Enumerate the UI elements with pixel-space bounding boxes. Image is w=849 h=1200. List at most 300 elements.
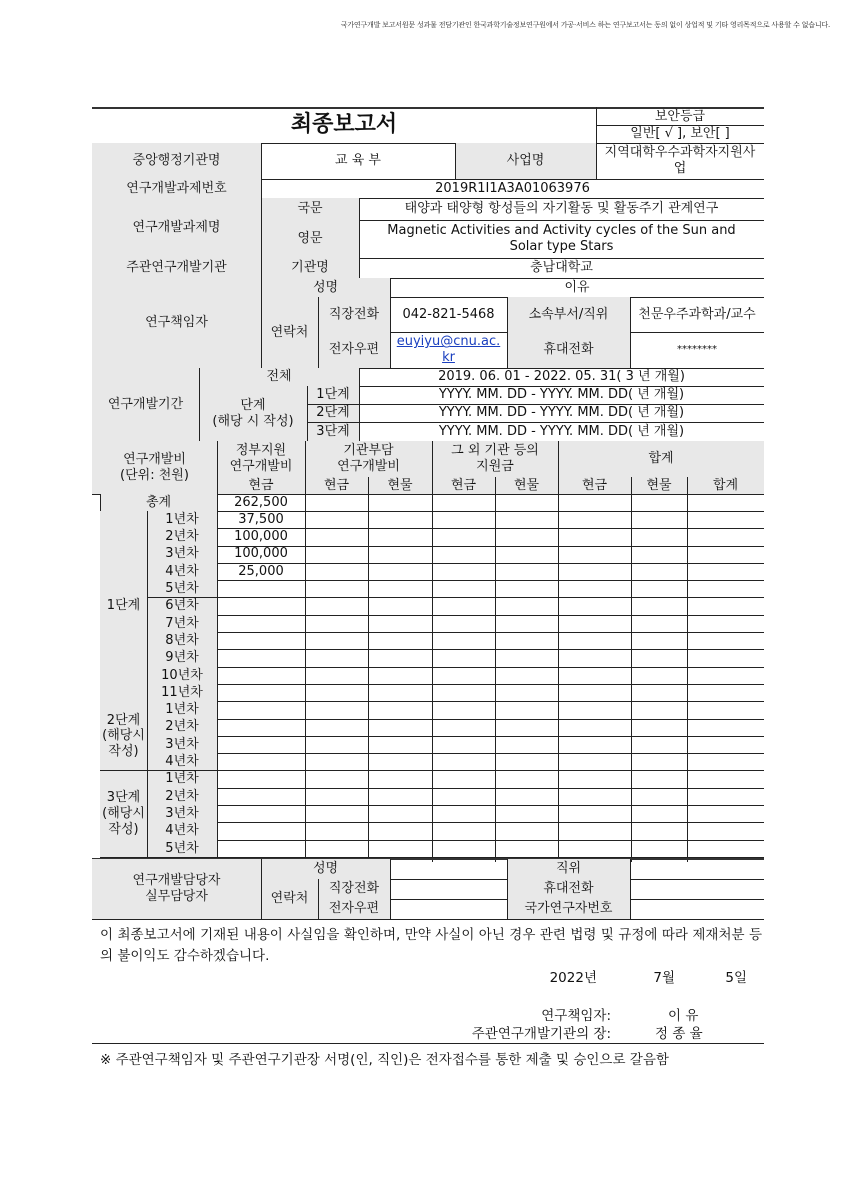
footnote-text: ※ 주관연구책임자 및 주관연구기관장 서명(인, 직인)은 전자접수를 통한 제출 및 승인으로 갈음함 [100,1052,669,1068]
rule-line [261,278,262,368]
budget-year-value [217,822,305,839]
budget-year-label: 4년차 [147,822,217,839]
period-stage-1-label: 1단계 [307,386,359,404]
budget-group-header: 기관부담 연구개발비 [305,441,432,477]
budget-empty-cell [432,667,495,684]
budget-empty-cell [687,615,764,632]
budget-empty-cell [432,511,495,528]
rule-line [596,107,597,143]
english-title-label: 영문 [261,220,359,258]
staff-contact-label: 연락처 [261,879,318,919]
budget-empty-cell [687,771,764,788]
budget-year-label: 11년차 [147,684,217,701]
rule-line [368,477,369,494]
budget-empty-cell [305,580,368,597]
budget-empty-cell [368,822,432,839]
project-number-label: 연구개발과제번호 [92,179,261,198]
budget-year-value [217,719,305,736]
pi-email-label: 전자우편 [318,332,390,368]
budget-year-value [217,632,305,649]
budget-empty-cell [495,649,558,666]
rule-line [318,879,319,919]
budget-empty-cell [495,615,558,632]
staff-name-value [390,859,507,879]
rule-line [307,404,764,405]
budget-empty-cell [368,528,432,545]
rule-line [630,297,631,368]
period-stage-3-label: 3단계 [307,422,359,441]
budget-empty-cell [631,805,687,822]
rule-line [261,859,262,919]
budget-empty-cell [368,840,432,857]
budget-year-value [217,667,305,684]
staff-position-label: 직위 [507,859,630,879]
budget-year-value [217,615,305,632]
budget-empty-cell [432,649,495,666]
budget-empty-cell [305,684,368,701]
budget-empty-cell [558,528,631,545]
budget-empty-cell [368,788,432,805]
budget-year-label: 9년차 [147,649,217,666]
rule-line [305,477,306,494]
budget-year-value: 100,000 [234,546,288,562]
budget-empty-cell [432,580,495,597]
rule-line [390,859,391,919]
budget-empty-cell [495,753,558,770]
budget-empty-cell [495,632,558,649]
budget-empty-cell [631,753,687,770]
budget-subcol-header: 현금 [432,477,495,494]
budget-empty-cell [558,736,631,753]
rule-line [217,477,218,494]
rule-line [307,386,308,441]
budget-empty-cell [558,598,631,615]
budget-subcol-header: 현물 [495,477,558,494]
budget-empty-cell [432,546,495,563]
budget-year-label: 8년차 [147,632,217,649]
budget-empty-cell [305,701,368,718]
budget-empty-cell [687,546,764,563]
budget-empty-cell [305,840,368,857]
budget-empty-cell [495,701,558,718]
budget-empty-cell [631,615,687,632]
budget-empty-cell [495,563,558,580]
pi-dept-value: 천문우주과학과/교수 [638,306,756,322]
budget-year-value [217,649,305,666]
budget-year-label: 1년차 [147,701,217,718]
date-month: 7월 [653,970,675,986]
budget-empty-cell [687,701,764,718]
budget-year-label: 3년차 [147,736,217,753]
rule-line [631,477,632,494]
budget-empty-cell [305,511,368,528]
budget-empty-cell [305,788,368,805]
budget-empty-cell [631,580,687,597]
budget-empty-cell [687,684,764,701]
budget-subcol-header: 현금 [217,477,305,494]
budget-empty-cell [432,632,495,649]
rule-line [359,368,360,441]
budget-empty-cell [432,719,495,736]
budget-empty-cell [687,753,764,770]
budget-empty-cell [687,822,764,839]
rule-line [305,441,306,477]
budget-year-label: 1년차 [147,771,217,788]
budget-empty-cell [368,649,432,666]
staff-office-phone-label: 직장전화 [318,879,390,899]
budget-year-value [217,840,305,857]
budget-empty-cell [558,563,631,580]
budget-year-value: 25,000 [238,563,284,579]
budget-stage-label: 2단계 (해당시 작성) [100,701,147,770]
head-signature-name: 정 종 율 [655,1026,703,1042]
head-signature-label: 주관연구개발기관의 장: [471,1026,611,1042]
staff-mobile-value [630,879,764,899]
rule-line [261,143,262,179]
rule-line [507,297,508,368]
budget-year-label: 7년차 [147,615,217,632]
rule-line [261,198,262,258]
budget-empty-cell [558,684,631,701]
budget-empty-cell [495,788,558,805]
rule-line [432,477,433,494]
period-stage-2-value: YYYY. MM. DD - YYYY. MM. DD( 년 개월) [438,405,685,421]
budget-empty-cell [305,598,368,615]
period-stage-2-label: 2단계 [307,404,359,422]
budget-empty-cell [558,546,631,563]
institution-name-value: 충남대학교 [530,260,593,276]
rule-line [318,297,319,368]
budget-total-label: 총계 [100,494,217,511]
rule-line [261,258,262,278]
budget-empty-cell [687,649,764,666]
budget-empty-cell [368,667,432,684]
period-stage-3-value: YYYY. MM. DD - YYYY. MM. DD( 년 개월) [438,423,685,439]
budget-year-value [217,753,305,770]
rule-line [359,258,360,278]
budget-year-label: 6년차 [147,598,217,615]
budget-empty-cell [495,546,558,563]
budget-year-label: 2년차 [147,788,217,805]
budget-empty-cell [432,771,495,788]
budget-year-label: 3년차 [147,805,217,822]
copyright-notice: 국가연구개발 보고서원문 성과물 전담기관인 한국과학기술정보연구원에서 가공·서비스 하는 연구보고서는 동의 없이 상업적 및 기타 영리목적으로 사용할 수 없습니다. [340,21,830,29]
budget-empty-cell [631,822,687,839]
budget-year-value [217,580,305,597]
staff-name-label: 성명 [261,859,390,879]
budget-empty-cell [305,563,368,580]
pi-dept-label: 소속부서/직위 [507,297,630,332]
pi-mobile-value: ******** [677,344,717,355]
budget-year-label: 1년차 [147,511,217,528]
date-year: 2022년 [549,970,597,986]
budget-empty-cell [305,719,368,736]
budget-empty-cell [631,563,687,580]
budget-empty-cell [558,667,631,684]
period-label: 연구개발기간 [92,368,199,441]
budget-empty-cell [558,805,631,822]
budget-subcol-header: 현금 [305,477,368,494]
pi-office-phone-value: 042-821-5468 [402,306,495,322]
budget-empty-cell [495,822,558,839]
budget-empty-cell [558,840,631,857]
rule-line [596,143,597,179]
budget-empty-cell [368,753,432,770]
rule-line [199,368,200,441]
budget-empty-cell [631,511,687,528]
budget-empty-cell [558,511,631,528]
institution-label: 주관연구개발기관 [92,258,261,278]
budget-empty-cell [558,753,631,770]
budget-empty-cell [495,684,558,701]
budget-empty-cell [687,805,764,822]
budget-empty-cell [368,511,432,528]
budget-empty-cell [631,788,687,805]
budget-empty-cell [305,822,368,839]
budget-year-label: 4년차 [147,563,217,580]
budget-empty-cell [368,580,432,597]
budget-empty-cell [368,719,432,736]
budget-empty-cell [631,528,687,545]
budget-year-label: 10년차 [147,667,217,684]
rule-line [630,859,631,919]
budget-empty-cell [687,788,764,805]
budget-group-header: 그 외 기관 등의 지원금 [432,441,558,477]
budget-empty-cell [432,788,495,805]
rule-line [147,511,148,862]
budget-empty-cell [432,736,495,753]
budget-empty-cell [558,615,631,632]
staff-mobile-label: 휴대전화 [507,879,630,899]
budget-empty-cell [432,840,495,857]
rule-line [558,441,559,477]
budget-empty-cell [432,753,495,770]
budget-empty-cell [558,649,631,666]
rule-line [261,179,262,198]
budget-empty-cell [687,736,764,753]
budget-empty-cell [495,667,558,684]
budget-empty-cell [687,563,764,580]
budget-empty-cell [631,632,687,649]
rule-line [507,859,508,919]
budget-empty-cell [305,667,368,684]
budget-empty-cell [687,632,764,649]
budget-empty-cell [558,632,631,649]
rule-line [432,441,433,477]
budget-empty-cell [368,632,432,649]
budget-empty-cell [631,598,687,615]
budget-year-value [217,788,305,805]
budget-empty-cell [558,771,631,788]
budget-empty-cell [432,528,495,545]
rule-line [359,198,360,258]
budget-empty-cell [368,805,432,822]
budget-empty-cell [305,649,368,666]
budget-year-label: 5년차 [147,580,217,597]
staff-researcher-no-label: 국가연구자번호 [507,899,630,919]
program-value: 지역대학우수과학자지원사업 [604,145,756,176]
budget-empty-cell [687,580,764,597]
staff-position-value [630,859,764,879]
budget-year-value [217,684,305,701]
budget-empty-cell [558,719,631,736]
budget-subcol-header: 현물 [368,477,432,494]
pi-name-label: 성명 [261,278,390,297]
pi-label: 연구책임자 [92,278,261,368]
budget-subcol-header: 현물 [631,477,687,494]
agency-label: 중앙행정기관명 [92,143,261,179]
budget-empty-cell [432,615,495,632]
budget-empty-cell [495,719,558,736]
budget-year-label: 2년차 [147,528,217,545]
staff-researcher-no-value [630,899,764,919]
period-stage-1-value: YYYY. MM. DD - YYYY. MM. DD( 년 개월) [438,387,685,403]
program-label: 사업명 [455,143,596,179]
budget-year-label: 5년차 [147,840,217,857]
rule-line [390,278,391,368]
rule-line [92,919,764,920]
staff-office-phone-value [390,879,507,899]
korean-title-value: 태양과 태양형 항성들의 자기활동 및 활동주기 관계연구 [404,201,719,217]
budget-empty-cell [368,701,432,718]
budget-year-value [217,701,305,718]
pi-signature-label: 연구책임자: [541,1008,611,1024]
budget-year-value: 37,500 [238,511,284,527]
project-number-value: 2019R1I1A3A01063976 [435,180,590,196]
budget-empty-cell [305,805,368,822]
rule-line [92,1043,764,1044]
budget-stage-label: 1단계 [100,511,147,701]
budget-empty-cell [305,753,368,770]
budget-empty-cell [305,736,368,753]
budget-empty-cell [687,840,764,857]
budget-empty-cell [305,528,368,545]
budget-empty-cell [432,684,495,701]
budget-empty-cell [495,580,558,597]
date-day: 5일 [725,970,747,986]
budget-empty-cell [305,615,368,632]
budget-group-header: 합계 [558,441,764,477]
period-stage-label: 단계 (해당 시 작성) [199,386,307,441]
budget-empty-cell [495,528,558,545]
pi-name-value: 이유 [564,279,590,295]
budget-empty-cell [558,701,631,718]
pi-signature-name: 이 유 [668,1008,699,1024]
budget-total-value: 262,500 [234,494,288,510]
budget-year-label: 2년차 [147,719,217,736]
budget-empty-cell [432,805,495,822]
budget-empty-cell [368,598,432,615]
pi-email-link[interactable]: euyiyu@cnu.ac.kr [396,334,501,365]
staff-email-label: 전자우편 [318,899,390,919]
budget-empty-cell [432,822,495,839]
budget-empty-cell [558,580,631,597]
budget-empty-cell [687,511,764,528]
budget-empty-cell [432,598,495,615]
budget-empty-cell [495,840,558,857]
budget-year-label: 4년차 [147,753,217,770]
institution-name-label: 기관명 [261,258,359,278]
budget-empty-cell [687,598,764,615]
rule-line [558,477,559,494]
budget-empty-cell [432,563,495,580]
budget-empty-cell [687,528,764,545]
rule-line [455,143,456,179]
budget-empty-cell [631,719,687,736]
pi-office-phone-label: 직장전화 [318,297,390,332]
budget-empty-cell [368,736,432,753]
budget-empty-cell [631,840,687,857]
budget-empty-cell [631,771,687,788]
korean-title-label: 국문 [261,198,359,220]
budget-empty-cell [368,563,432,580]
document-title: 최종보고서 [290,112,398,138]
budget-empty-cell [495,598,558,615]
period-total-label: 전체 [199,368,359,386]
english-title-value: Magnetic Activities and Activity cycles of the Sun and Solar type Stars [387,223,736,254]
budget-empty-cell [368,615,432,632]
rule-line [495,477,496,494]
rule-line [307,422,764,423]
pi-mobile-label: 휴대전화 [507,332,630,368]
security-level-value: 일반[ √ ], 보안[ ] [630,126,730,142]
budget-empty-cell [687,667,764,684]
staff-label: 연구개발담당자 실무담당자 [92,859,261,919]
period-total-value: 2019. 06. 01 - 2022. 05. 31( 3 년 개월) [438,369,685,385]
budget-empty-cell [558,822,631,839]
budget-subcol-header: 현금 [558,477,631,494]
budget-year-value [217,736,305,753]
budget-label: 연구개발비 (단위: 천원) [92,441,217,494]
budget-year-value: 100,000 [234,529,288,545]
project-title-label: 연구개발과제명 [92,198,261,258]
budget-empty-cell [432,701,495,718]
budget-empty-cell [631,736,687,753]
budget-empty-cell [631,546,687,563]
budget-empty-cell [631,684,687,701]
budget-empty-cell [368,771,432,788]
agency-value: 교 육 부 [335,153,381,169]
budget-group-header: 정부지원 연구개발비 [217,441,305,477]
budget-empty-cell [495,805,558,822]
budget-year-value [217,598,305,615]
budget-subcol-header: 합계 [687,477,764,494]
budget-empty-cell [631,701,687,718]
rule-line [217,441,218,477]
budget-empty-cell [631,667,687,684]
budget-empty-cell [368,684,432,701]
budget-empty-cell [495,771,558,788]
budget-year-value [217,771,305,788]
security-level-label: 보안등급 [654,108,706,124]
budget-empty-cell [687,719,764,736]
budget-stage-label: 3단계 (해당시 작성) [100,771,147,858]
budget-empty-cell [495,511,558,528]
budget-empty-cell [305,546,368,563]
budget-empty-cell [305,632,368,649]
budget-empty-cell [558,788,631,805]
budget-year-value [217,805,305,822]
budget-empty-cell [495,736,558,753]
budget-empty-cell [305,771,368,788]
declaration-text: 이 최종보고서에 기재된 내용이 사실임을 확인하며, 만약 사실이 아닌 경우 관련 법령 및 규정에 따라 제재처분 등의 불이익도 감수하겠습니다. [100,927,762,964]
budget-empty-cell [631,649,687,666]
budget-empty-cell [368,546,432,563]
budget-year-label: 3년차 [147,546,217,563]
staff-email-value [390,899,507,919]
rule-line [687,477,688,494]
pi-contact-label: 연락처 [261,297,318,368]
